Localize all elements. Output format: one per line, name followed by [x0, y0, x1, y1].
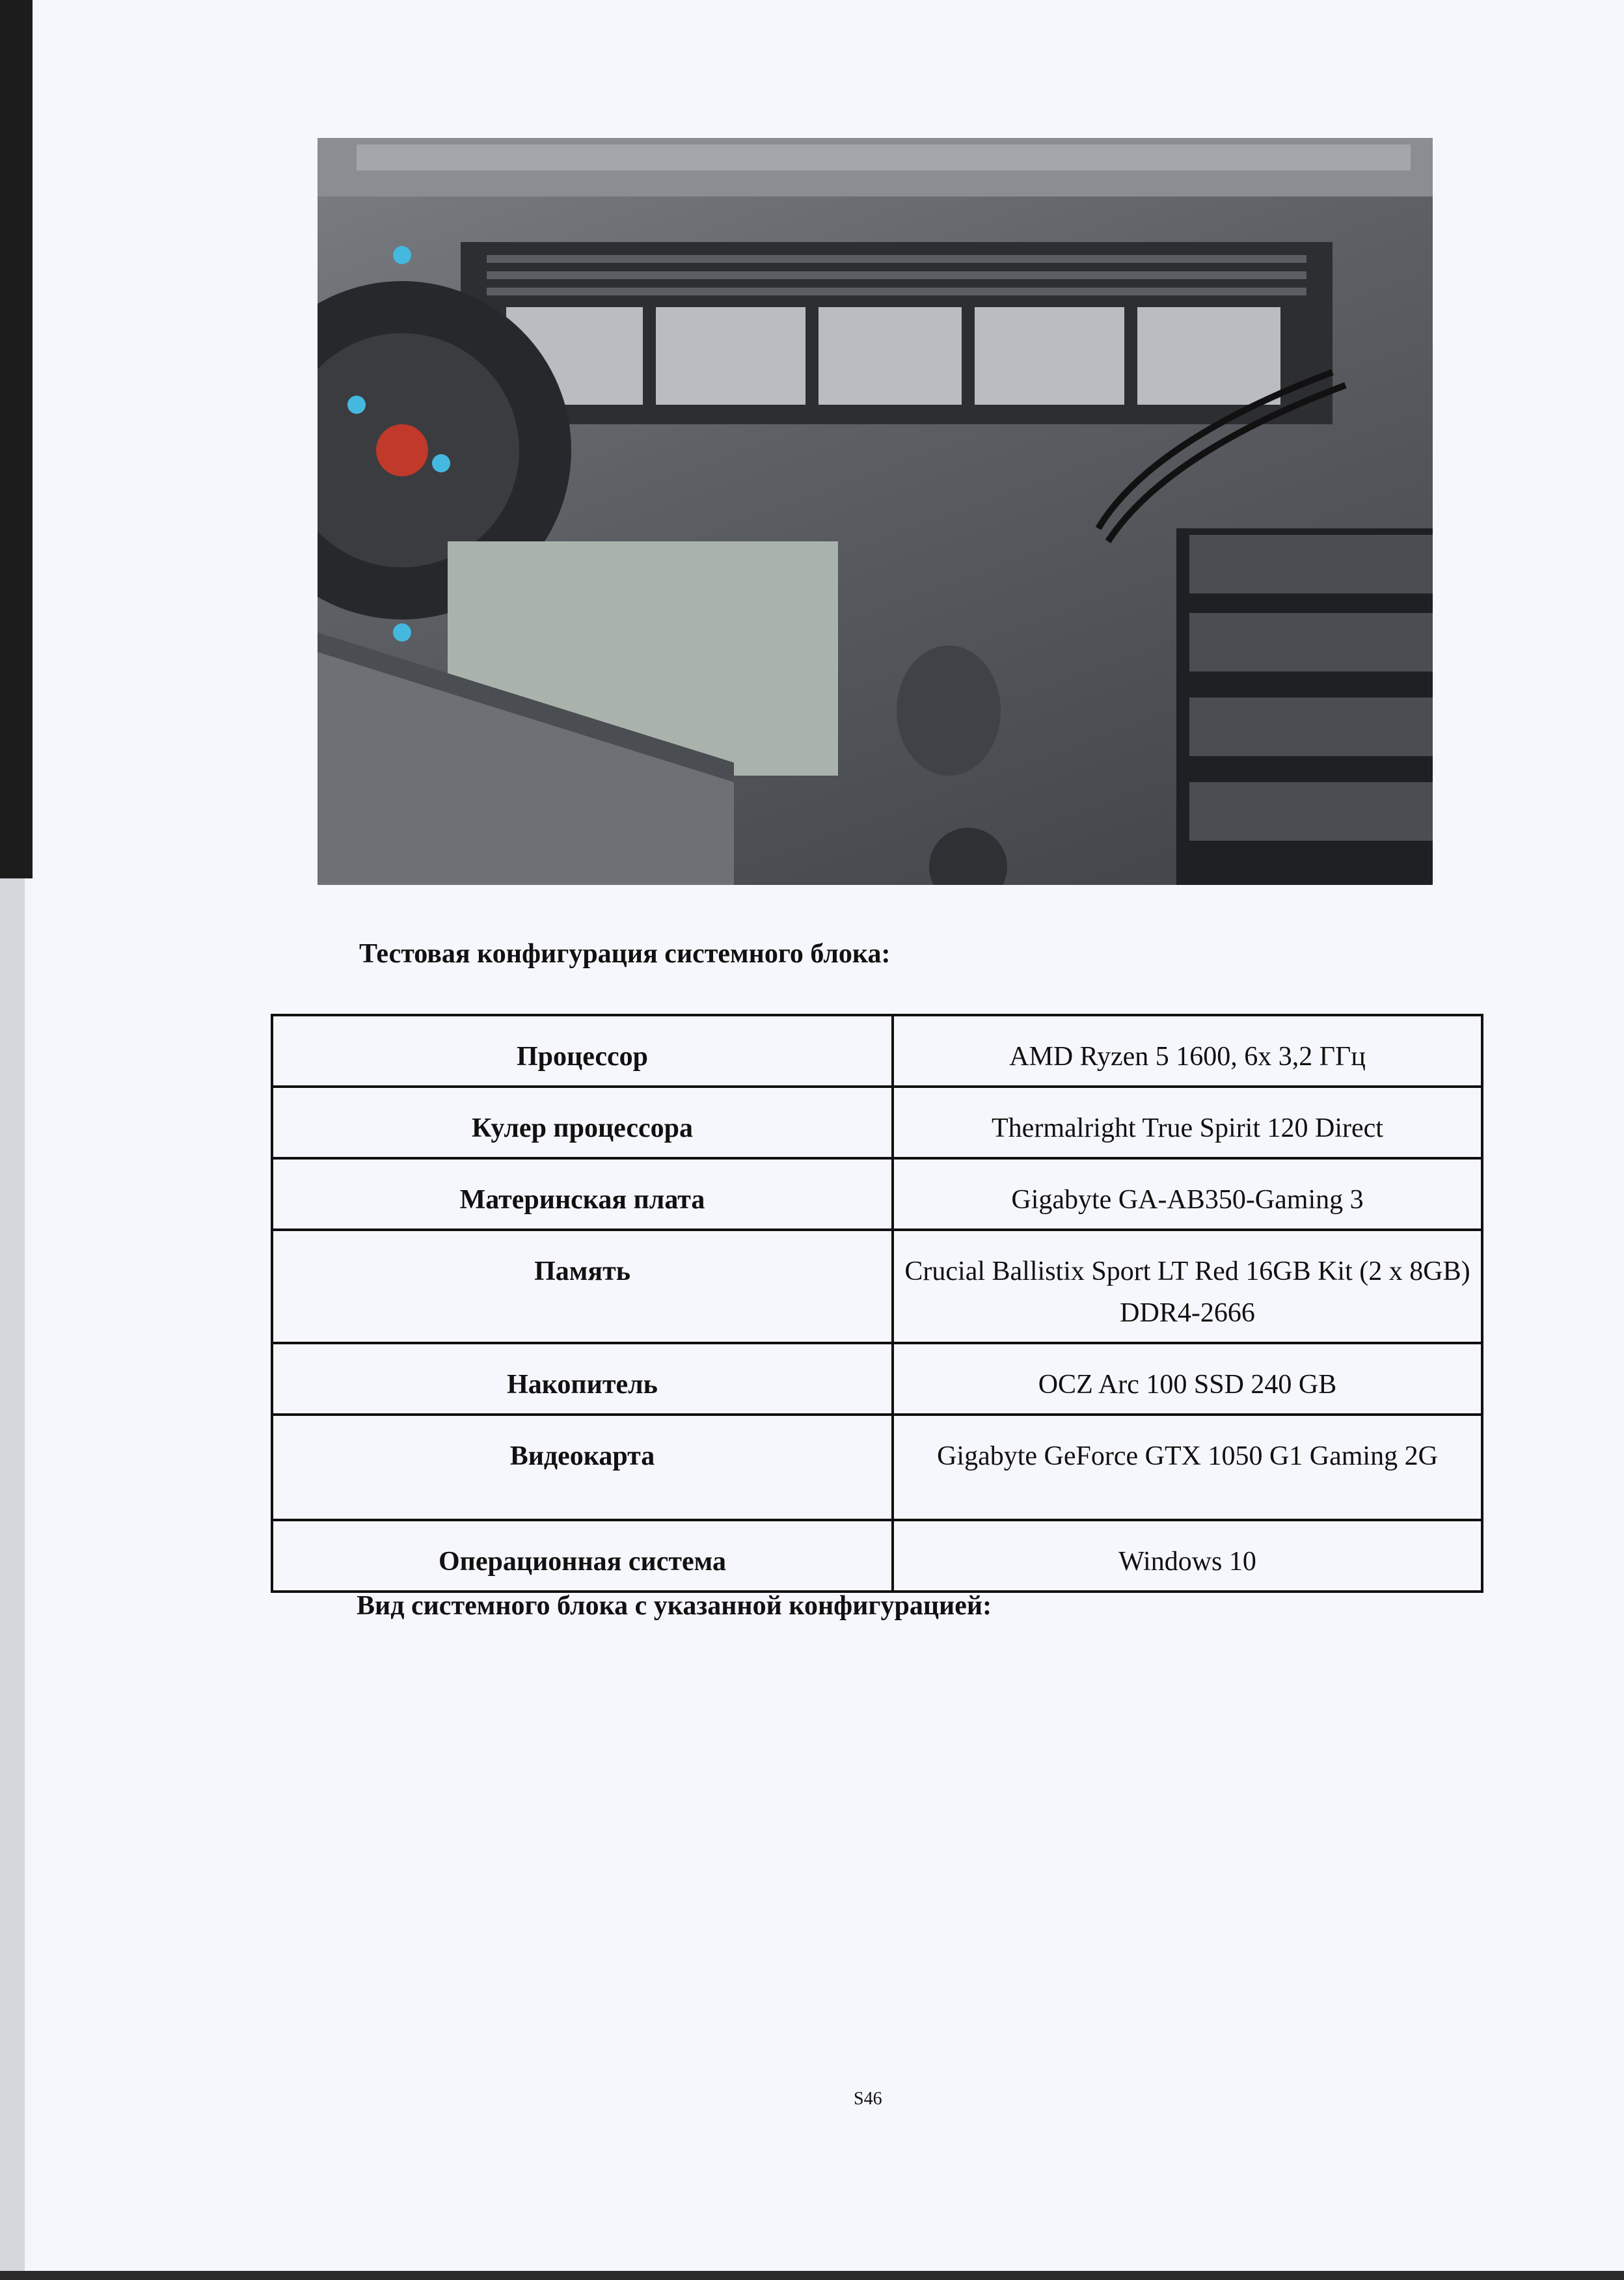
table-row — [272, 1158, 1482, 1230]
table-row — [272, 1520, 1482, 1592]
scan-edge — [0, 0, 33, 878]
case-view-heading: Вид системного блока с указанной конфигурацией: — [357, 1591, 992, 1621]
test-config-heading: Тестовая конфигурация системного блока: — [359, 939, 891, 969]
spec-label: Процессор — [272, 1015, 893, 1087]
spec-value: Gigabyte GeForce GTX 1050 G1 Gaming 2G — [893, 1415, 1482, 1520]
table-row — [272, 1015, 1482, 1087]
pc-case-interior-photo — [318, 138, 1433, 885]
table-row — [272, 1087, 1482, 1158]
table-row — [272, 1343, 1482, 1415]
spec-label: Материнская плата — [272, 1158, 893, 1230]
table-row — [272, 1230, 1482, 1343]
spec-label: Накопитель — [272, 1343, 893, 1415]
spec-value: OCZ Arc 100 SSD 240 GB — [893, 1343, 1482, 1415]
spec-value: Gigabyte GA-AB350-Gaming 3 — [893, 1158, 1482, 1230]
scan-edge — [0, 2271, 1624, 2280]
photo-illustration — [318, 138, 1433, 885]
spec-label: Кулер процессора — [272, 1087, 893, 1158]
spec-value: Crucial Ballistix Sport LT Red 16GB Kit (2 x 8GB) DDR4-2666 — [893, 1230, 1482, 1343]
spec-value: AMD Ryzen 5 1600, 6x 3,2 ГГц — [893, 1015, 1482, 1087]
spec-value: Thermalright True Spirit 120 Direct — [893, 1087, 1482, 1158]
spec-value: Windows 10 — [893, 1520, 1482, 1592]
spec-label: Память — [272, 1230, 893, 1343]
scan-edge — [0, 878, 25, 2280]
config-table — [271, 1014, 1483, 1593]
table-row — [272, 1415, 1482, 1520]
spec-label: Видеокарта — [272, 1415, 893, 1520]
spec-label: Операционная система — [272, 1520, 893, 1592]
page-number: S46 — [854, 2089, 882, 2109]
